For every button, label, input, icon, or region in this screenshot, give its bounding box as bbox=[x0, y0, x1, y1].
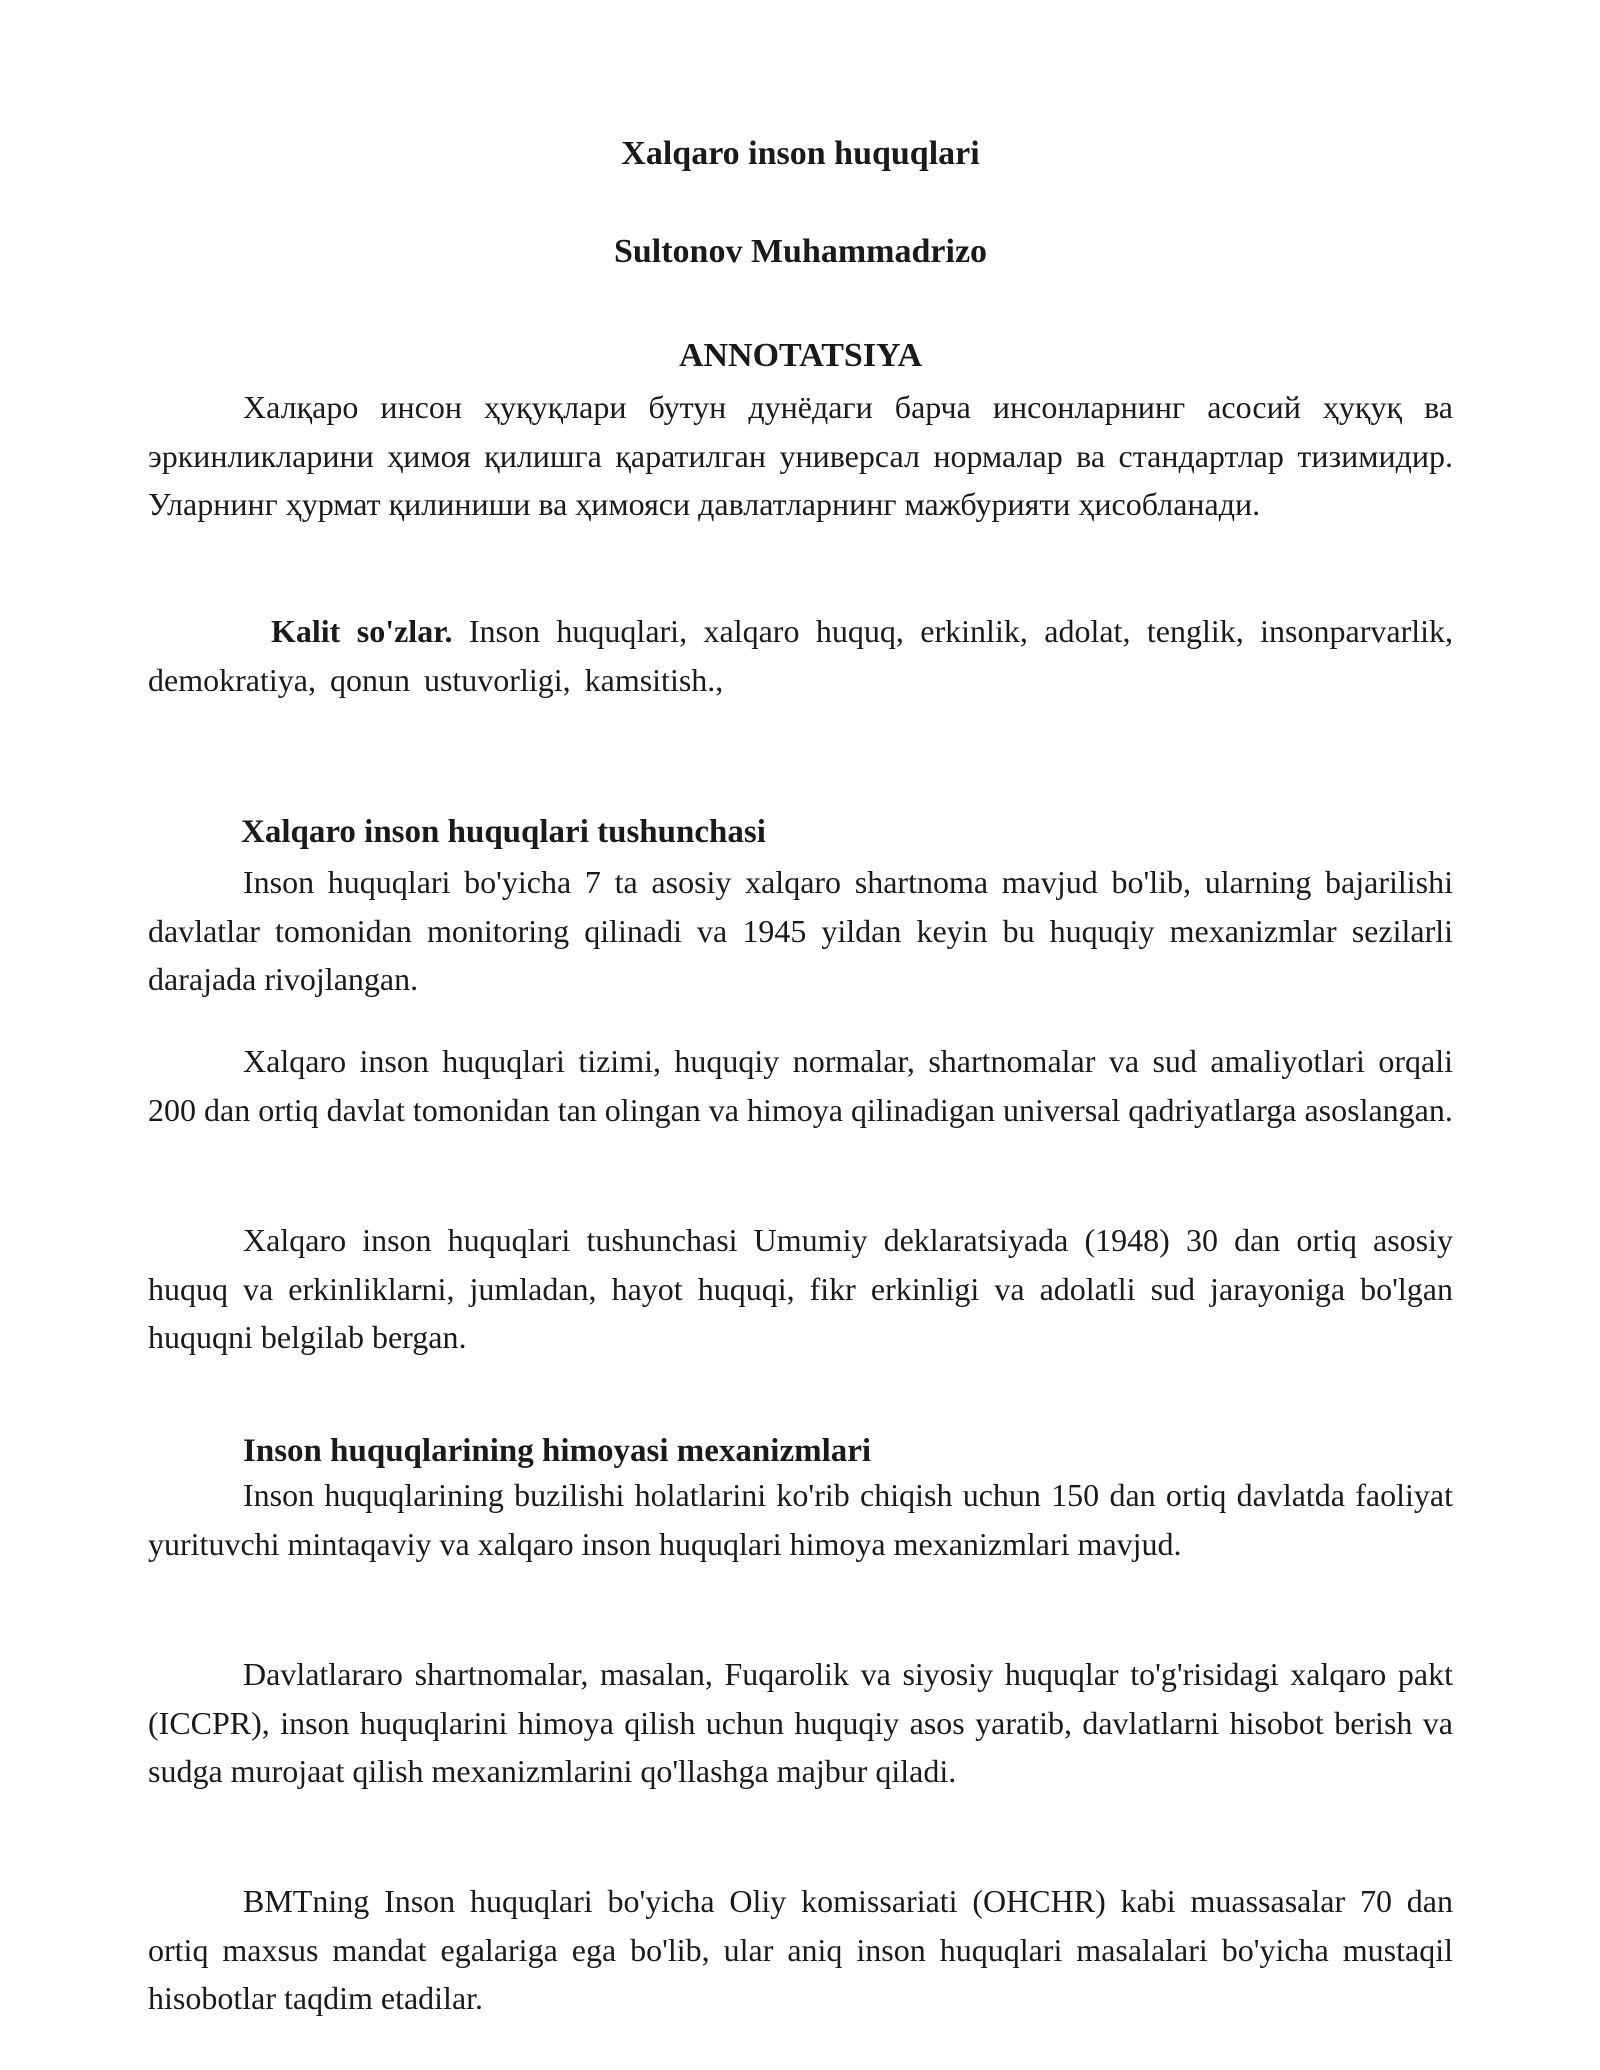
section2-paragraph-1: Inson huquqlarining buzilishi holatlarini ko'rib chiqish uchun 150 dan ortiq davlatda faoliyat yurituvchi mintaqaviy va xalqaro inson huquqlari himoya mexanizmlari mavjud. bbox=[148, 1477, 1453, 1562]
section-heading-concept: Xalqaro inson huquqlari tushunchasi bbox=[241, 814, 766, 850]
section2-paragraph-2: Davlatlararo shartnomalar, masalan, Fuqarolik va siyosiy huquqlar to'g'risidagi xalqaro pakt (ICCPR), inson huquqlarini himoya qilish uchun huquqiy asos yaratib, davlatlarni hisobot berish va sudga murojaat qilish mexanizmlarini qo'llashga majbur qiladi. bbox=[148, 1656, 1453, 1789]
annotation-paragraph: Халқаро инсон ҳуқуқлари бутун дунёдаги барча инсонларнинг асосий ҳуқуқ ва эркинликларини ҳимоя қилишга қаратилган универсал нормалар ва стандартлар тизимидир. Уларнинг ҳурмат қилиниши ва ҳимояси давлатларнинг мажбурияти ҳисобланади. bbox=[148, 389, 1453, 522]
keywords-label: Kalit so'zlar. bbox=[271, 613, 453, 649]
section1-paragraph-1: Inson huquqlari bo'yicha 7 ta asosiy xalqaro shartnoma mavjud bo'lib, ularning bajarilishi davlatlar tomonidan monitoring qilinadi va 1945 yildan keyin bu huquqiy mexanizmlar sezilarli darajada rivojlangan. bbox=[148, 864, 1453, 997]
author-name: Sultonov Muhammadrizo bbox=[613, 233, 988, 270]
annotation-heading: ANNOTATSIYA bbox=[678, 337, 923, 374]
section2-paragraph-3: BMTning Inson huquqlari bo'yicha Oliy komissariati (OHCHR) kabi muassasalar 70 dan ortiq maxsus mandat egalariga ega bo'lib, ular aniq inson huquqlari masalalari bo'yicha mustaqil hisobotlar taqdim etadilar. bbox=[148, 1883, 1453, 2016]
section1-paragraph-3: Xalqaro inson huquqlari tushunchasi Umumiy deklaratsiyada (1948) 30 dan ortiq asosiy huquq va erkinliklarni, jumladan, hayot huquqi, fikr erkinligi va adolatli sud jarayoniga bo'lgan huquqni belgilab bergan. bbox=[148, 1222, 1453, 1355]
keywords-paragraph bbox=[148, 607, 1453, 704]
keywords-list: Inson huquqlari, xalqaro huquq, erkinlik, adolat, tenglik, insonparvarlik, demokratiya, qonun ustuvorligi, kamsitish., bbox=[148, 613, 1454, 698]
document-title: Xalqaro inson huquqlari bbox=[621, 135, 980, 172]
section1-paragraph-2: Xalqaro inson huquqlari tizimi, huquqiy normalar, shartnomalar va sud amaliyotlari orqali 200 dan ortiq davlat tomonidan tan olingan va himoya qilinadigan universal qadriyatlarga asoslangan. bbox=[148, 1043, 1453, 1128]
section-heading-mechanisms: Inson huquqlarining himoyasi mexanizmlari bbox=[243, 1433, 872, 1469]
